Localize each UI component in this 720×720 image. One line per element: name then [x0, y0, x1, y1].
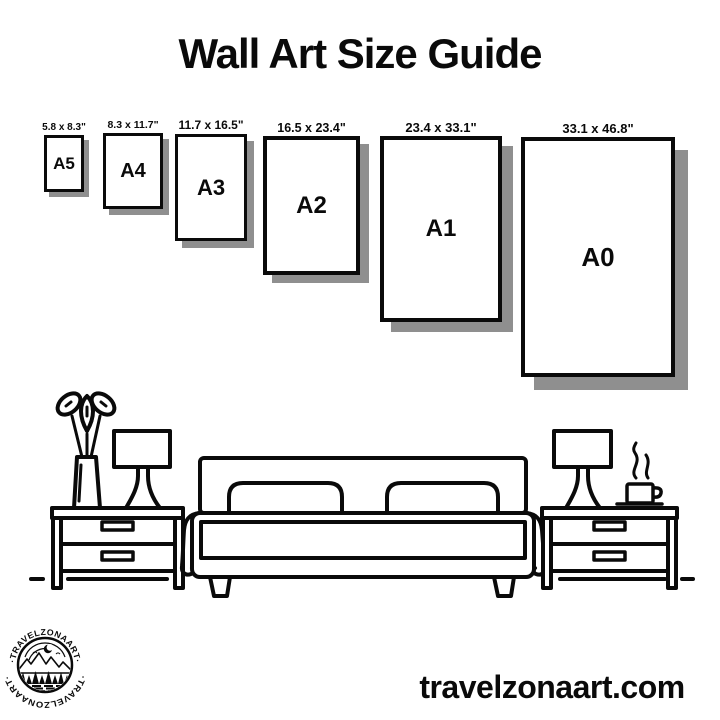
- steam-icon: [634, 443, 637, 478]
- frame-a1: [380, 120, 502, 322]
- size-label-a2: 16.5 x 23.4": [277, 121, 346, 135]
- nightstand-left-icon: [52, 508, 183, 588]
- bed-leg: [210, 577, 230, 596]
- size-label-a1: 23.4 x 33.1": [405, 120, 477, 135]
- frame-a0: [521, 121, 675, 377]
- size-label-a5: 5.8 x 8.3": [42, 122, 86, 133]
- frame-a3: [175, 118, 247, 241]
- frame-code-a4: A4: [120, 159, 146, 182]
- coffee-cup-icon: [617, 443, 662, 504]
- frame-a4: [103, 119, 163, 209]
- double-bed-icon: [182, 458, 545, 596]
- potted-plant-icon: [54, 389, 119, 508]
- bedroom-scene: [0, 380, 720, 610]
- badge-text-top: ·TRAVELZONAART·: [7, 626, 83, 664]
- frame-code-a1: A1: [425, 215, 457, 242]
- brand-badge-logo: [2, 622, 88, 708]
- frame-a5: [42, 122, 86, 192]
- website-url: travelzonaart.com: [419, 669, 685, 705]
- size-label-a4: 8.3 x 11.7": [107, 119, 159, 131]
- steam-icon: [646, 455, 648, 478]
- frame-code-a2: A2: [296, 191, 327, 219]
- frame-code-a0: A0: [581, 241, 615, 272]
- pillow-icon: [229, 483, 342, 513]
- table-lamp-left-icon: [114, 431, 170, 508]
- frame-a2: [263, 121, 360, 275]
- page-title: Wall Art Size Guide: [178, 30, 542, 77]
- size-label-a0: 33.1 x 46.8": [562, 121, 634, 136]
- frame-code-a3: A3: [196, 174, 226, 200]
- bed-leg: [494, 577, 514, 596]
- table-lamp-right-icon: [554, 431, 611, 508]
- mountains-icon: [16, 653, 74, 673]
- badge-text-bottom: ·TRAVELZONAART·: [2, 674, 88, 708]
- pillow-icon: [387, 483, 498, 513]
- size-label-a3: 11.7 x 16.5": [178, 118, 244, 132]
- nightstand-right-icon: [542, 508, 677, 588]
- frame-code-a5: A5: [53, 153, 75, 173]
